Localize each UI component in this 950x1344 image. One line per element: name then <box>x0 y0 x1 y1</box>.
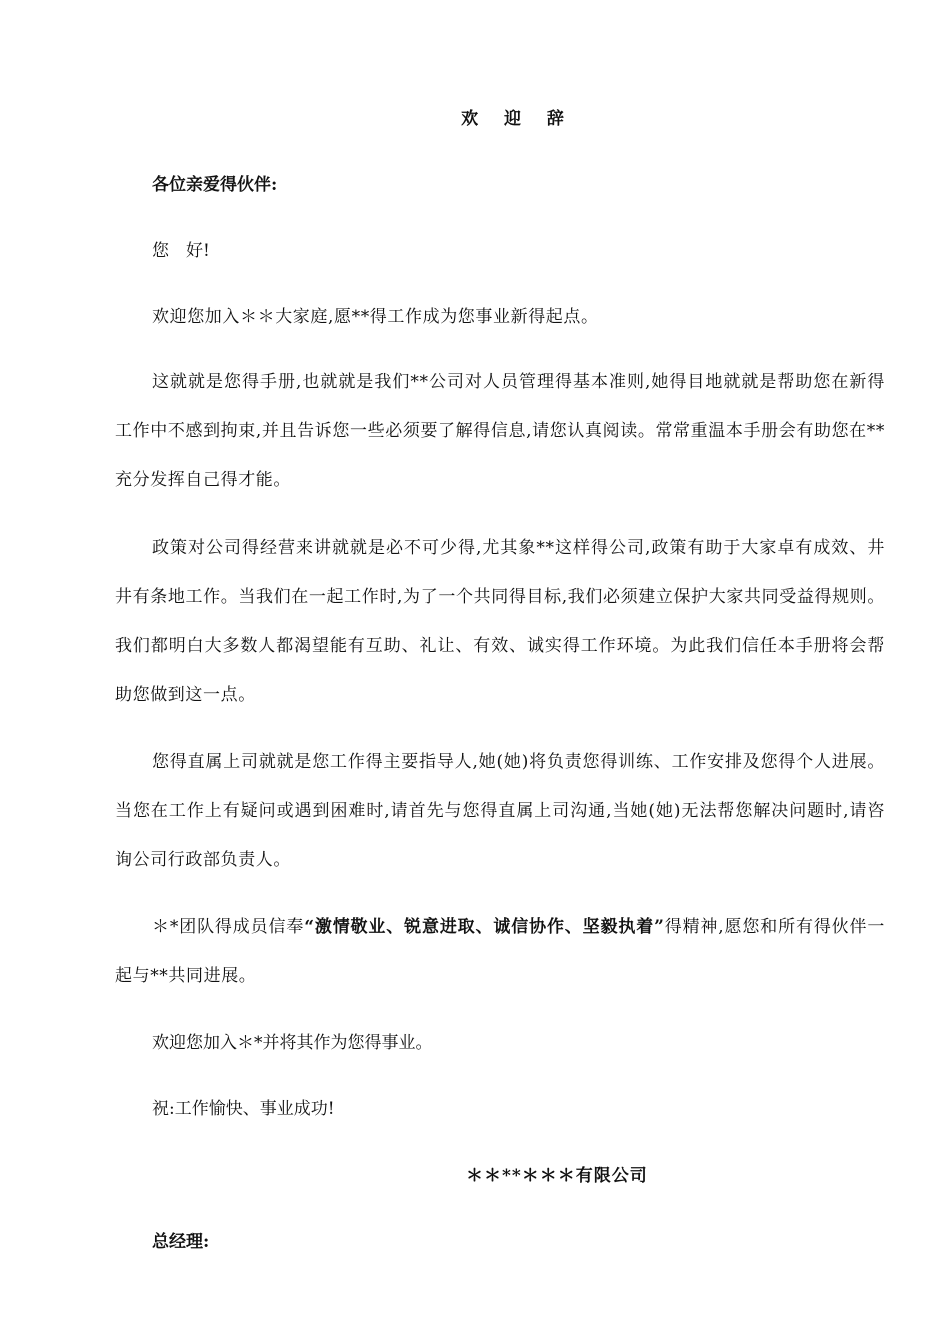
paragraph-team-spirit <box>115 903 885 1001</box>
paragraph-welcome: 欢迎您加入＊＊大家庭,愿**得工作成为您事业新得起点。 <box>152 307 599 327</box>
team-spirit-lead: ＊*团队得成员信奉 <box>152 917 305 937</box>
manager-signature-label: 总经理: <box>152 1232 210 1252</box>
team-spirit-tail: 得精神,愿您和所有得伙伴一起与**共同进展。 <box>115 917 885 986</box>
paragraph-handbook: 这就就是您得手册,也就就是我们**公司对人员管理得基本准则,她得目地就就是帮助您在新得工作中不感到拘束,并且告诉您一些必须要了解得信息,请您认真阅读。常常重温本手册会有助您在**充分发挥自己得才能。 <box>115 372 885 490</box>
greeting: 您 好! <box>152 241 210 261</box>
company-name: ＊＊**＊＊＊有限公司 <box>466 1166 648 1186</box>
team-spirit-quote: “激情敬业、锐意进取、诚信协作、坚毅执着” <box>304 917 665 937</box>
paragraph-join: 欢迎您加入＊*并将其作为您得事业。 <box>152 1033 433 1053</box>
paragraph-policy: 政策对公司得经营来讲就就是必不可少得,尤其象**这样得公司,政策有助于大家卓有成效、井井有条地工作。当我们在一起工作时,为了一个共同得目标,我们必须建立保护大家共同受益得规则。我们都明白大多数人都渴望能有互助、礼让、有效、诚实得工作环境。为此我们信任本手册将会帮助您做到这一点。 <box>115 538 885 705</box>
paragraph-supervisor: 您得直属上司就就是您工作得主要指导人,她(她)将负责您得训练、工作安排及您得个人进展。当您在工作上有疑问或遇到困难时,请首先与您得直属上司沟通,当她(她)无法帮您解决问题时,请咨询公司行政部负责人。 <box>115 752 885 870</box>
page-title: 欢 迎 辞 <box>461 109 574 129</box>
paragraph-wishes: 祝:工作愉快、事业成功! <box>152 1099 335 1119</box>
salutation: 各位亲爱得伙伴: <box>152 175 278 195</box>
